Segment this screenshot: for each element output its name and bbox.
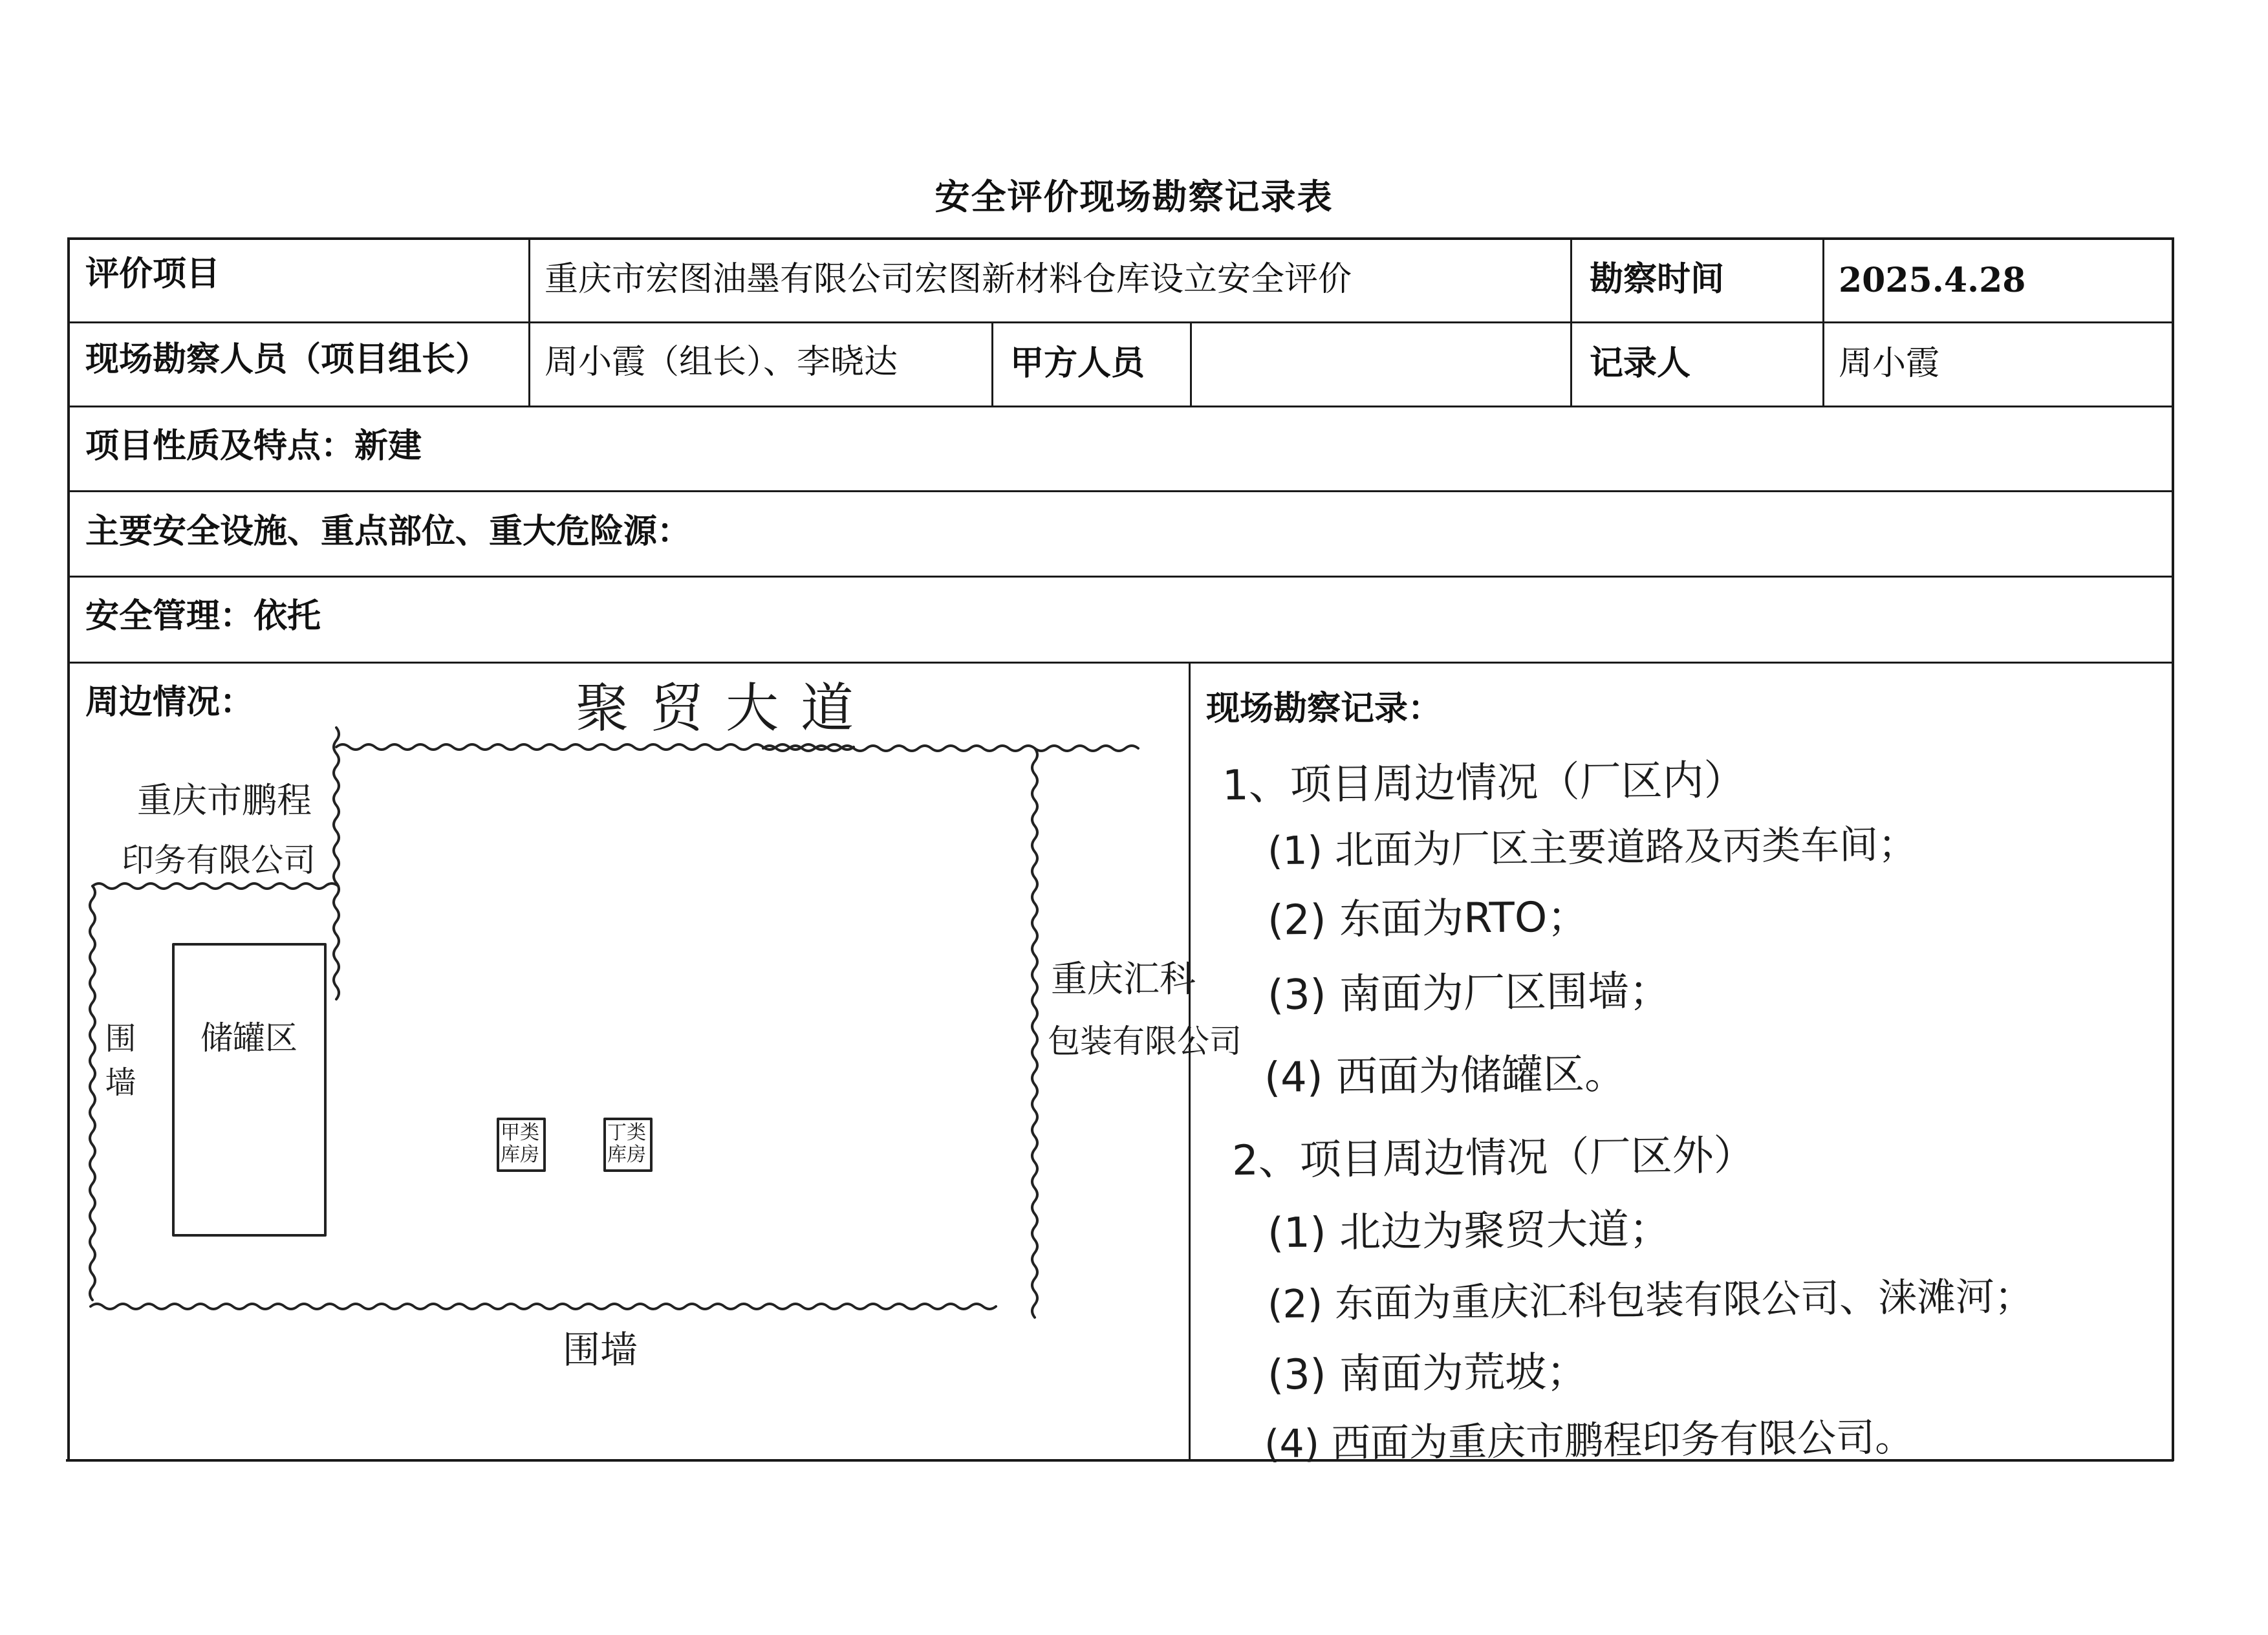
- northwest-company-line2: 印务有限公司: [122, 841, 316, 879]
- facilities-label: 主要安全设施、重点部位、重大危险源：: [85, 512, 691, 551]
- warehouse-d-line1: 丁类: [607, 1121, 646, 1144]
- management-value: 依托: [254, 596, 321, 636]
- surveyors-value: 周小霞（组长）、李晓达: [545, 343, 898, 382]
- party-a-label: 甲方人员: [1010, 343, 1145, 383]
- management-label: 安全管理：: [85, 596, 254, 636]
- nature-label: 项目性质及特点：: [85, 426, 355, 466]
- warehouse-d-label: [607, 1122, 646, 1166]
- records-label: 现场勘察记录：: [1206, 689, 1442, 728]
- west-wall: [90, 886, 95, 1300]
- warehouse-a-label: [501, 1122, 539, 1166]
- warehouse-a-line2: 库房: [501, 1143, 539, 1166]
- south-wall: [91, 1304, 996, 1309]
- recorder-value: 周小霞: [1839, 344, 1940, 383]
- record-item: (2) 东面为RTO；: [1267, 893, 1589, 945]
- tank-area-label: 储罐区: [200, 1019, 297, 1057]
- record-item: (1) 北面为厂区主要道路及丙类车间；: [1267, 821, 1917, 874]
- record-item: (3) 南面为厂区围墙；: [1267, 967, 1671, 1020]
- south-wall-label: 围墙: [563, 1328, 638, 1372]
- survey-time-value: 2025.4.28: [1839, 261, 2026, 300]
- east-company-line2: 包装有限公司: [1048, 1023, 1242, 1060]
- east-wall: [1032, 748, 1037, 1317]
- west-wall-label: 围墙: [100, 1022, 136, 1110]
- record-item: (1) 北边为聚贸大道；: [1267, 1205, 1671, 1258]
- record-item: (2) 东面为重庆汇科包装有限公司、涞滩河；: [1267, 1273, 2034, 1328]
- surroundings-label: 周边情况：: [85, 682, 254, 722]
- warehouse-a-line1: 甲类: [501, 1121, 539, 1144]
- document-title: 安全评价现场勘察记录表: [934, 176, 1334, 217]
- notch-wall: [334, 728, 339, 999]
- survey-time-label: 勘察时间: [1590, 259, 1725, 299]
- east-company-line1: 重庆汇科: [1051, 958, 1196, 1001]
- nature-value: 新建: [354, 426, 422, 466]
- north-road-label: 聚贸大道: [576, 678, 876, 739]
- record-item: 1、项目周边情况（厂区内）: [1222, 756, 1746, 810]
- notch-wall-bottom: [92, 883, 338, 889]
- project-label: 评价项目: [85, 254, 221, 294]
- project-value: 重庆市宏图油墨有限公司宏图新材料仓库设立安全评价: [545, 260, 1352, 299]
- warehouse-d-line2: 库房: [607, 1143, 646, 1166]
- northwest-company-line1: 重庆市鹏程: [137, 780, 312, 821]
- recorder-label: 记录人: [1590, 343, 1691, 383]
- record-item: (3) 南面为荒坡；: [1267, 1348, 1588, 1400]
- surveyors-label: 现场勘察人员（项目组长）: [85, 340, 490, 379]
- record-item: 2、项目周边情况（厂区外）: [1231, 1131, 1756, 1186]
- record-item: (4) 西面为重庆市鹏程印务有限公司。: [1264, 1414, 1914, 1467]
- tank-area-outline: [173, 944, 325, 1235]
- record-item: (4) 西面为储罐区。: [1264, 1050, 1626, 1102]
